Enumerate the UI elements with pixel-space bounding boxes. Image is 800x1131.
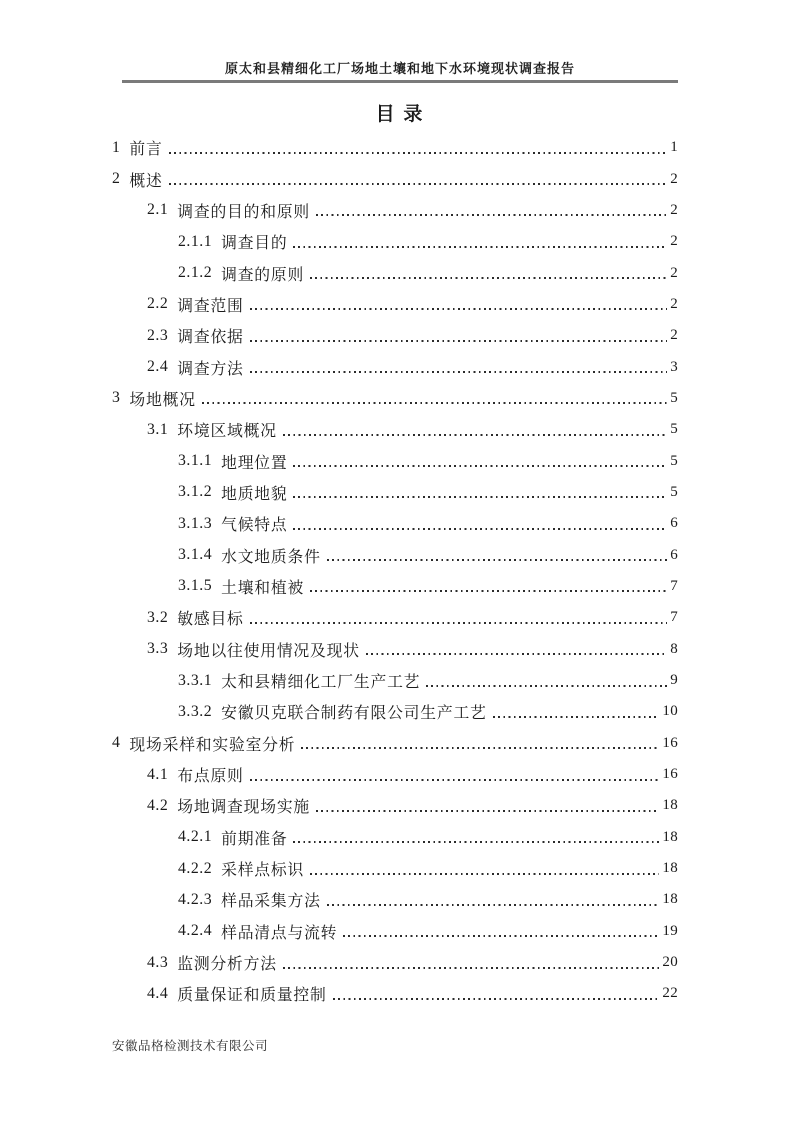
toc-entry[interactable] bbox=[112, 289, 678, 320]
toc-leader-dots bbox=[301, 747, 659, 749]
page-title: 目 录 bbox=[375, 104, 425, 125]
toc-entry-title: 概述 bbox=[129, 172, 163, 190]
toc-leader-dots bbox=[310, 873, 659, 875]
toc-entry-page: 7 bbox=[670, 577, 678, 594]
toc-entry[interactable] bbox=[112, 320, 678, 351]
toc-entry[interactable] bbox=[112, 414, 678, 445]
toc-entry-title: 水文地质条件 bbox=[221, 548, 321, 566]
toc-entry-number: 4.2.1 bbox=[178, 828, 213, 846]
toc-entry-page: 2 bbox=[670, 233, 678, 250]
toc-entry[interactable] bbox=[112, 853, 678, 884]
toc-leader-dots bbox=[310, 590, 667, 592]
toc-entry-page: 3 bbox=[670, 358, 678, 375]
toc-entry-title: 布点原则 bbox=[177, 768, 244, 786]
toc-leader-dots bbox=[426, 685, 667, 687]
toc-leader-dots bbox=[293, 528, 667, 530]
toc-entry-page: 5 bbox=[670, 421, 678, 438]
toc-leader-dots bbox=[250, 340, 668, 342]
toc-leader-dots bbox=[169, 183, 668, 185]
toc-leader-dots bbox=[250, 622, 668, 624]
toc-entry-title: 气候特点 bbox=[221, 517, 288, 535]
toc-entry-title: 监测分析方法 bbox=[177, 956, 277, 974]
toc-entry[interactable] bbox=[112, 477, 678, 508]
toc-entry[interactable] bbox=[112, 947, 678, 978]
toc-leader-dots bbox=[283, 434, 667, 436]
toc-entry-number: 2.1.1 bbox=[178, 232, 213, 250]
toc-entry-number: 4.2.3 bbox=[178, 890, 213, 908]
toc-entry-number: 4.2.2 bbox=[178, 859, 213, 877]
toc-entry-page: 18 bbox=[662, 828, 678, 845]
toc-leader-dots bbox=[169, 152, 668, 154]
toc-entry-page: 18 bbox=[662, 797, 678, 814]
toc-entry-number: 3.1.4 bbox=[178, 546, 213, 564]
toc-entry[interactable] bbox=[112, 226, 678, 257]
toc-entry-page: 6 bbox=[670, 515, 678, 532]
toc-entry-title: 地理位置 bbox=[221, 454, 288, 472]
toc-entry[interactable] bbox=[112, 571, 678, 602]
toc-entry-page: 1 bbox=[670, 139, 678, 156]
toc-entry[interactable] bbox=[112, 257, 678, 288]
page-footer: 安徽品格检测技术有限公司 bbox=[112, 1039, 269, 1053]
toc-list bbox=[112, 132, 678, 1010]
toc-entry-title: 环境区域概况 bbox=[177, 423, 277, 441]
toc-entry[interactable] bbox=[112, 132, 678, 163]
toc-entry-page: 2 bbox=[670, 170, 678, 187]
toc-entry[interactable] bbox=[112, 665, 678, 696]
toc-entry-page: 2 bbox=[670, 327, 678, 344]
toc-entry-number: 3.3.1 bbox=[178, 671, 213, 689]
toc-entry-number: 4.2.4 bbox=[178, 922, 213, 940]
toc-entry-number: 2.4 bbox=[147, 358, 169, 376]
toc-entry[interactable] bbox=[112, 602, 678, 633]
toc-entry-number: 4.3 bbox=[147, 953, 169, 971]
toc-leader-dots bbox=[283, 967, 660, 969]
toc-entry-number: 2 bbox=[112, 170, 121, 188]
toc-leader-dots bbox=[327, 904, 660, 906]
toc-entry-title: 现场采样和实验室分析 bbox=[129, 736, 296, 754]
toc-entry-title: 调查目的 bbox=[221, 235, 288, 253]
toc-entry[interactable] bbox=[112, 759, 678, 790]
toc-entry-number: 4.2 bbox=[147, 796, 169, 814]
toc-entry-page: 2 bbox=[670, 295, 678, 312]
toc-entry-title: 调查的原则 bbox=[221, 266, 305, 284]
toc-entry-page: 16 bbox=[662, 766, 678, 783]
toc-entry-title: 调查的目的和原则 bbox=[177, 203, 311, 221]
toc-entry-title: 土壤和植被 bbox=[221, 579, 305, 597]
toc-leader-dots bbox=[202, 402, 667, 404]
toc-entry-number: 1 bbox=[112, 138, 121, 156]
toc-entry[interactable] bbox=[112, 195, 678, 226]
toc-entry-number: 3.1.5 bbox=[178, 577, 213, 595]
toc-entry-title: 调查范围 bbox=[177, 297, 244, 315]
toc-leader-dots bbox=[250, 371, 668, 373]
toc-leader-dots bbox=[293, 841, 659, 843]
toc-entry[interactable] bbox=[112, 822, 678, 853]
page-header-title: 原太和县精细化工厂场地土壤和地下水环境现状调查报告 bbox=[224, 61, 575, 76]
toc-entry-number: 2.3 bbox=[147, 326, 169, 344]
toc-leader-dots bbox=[293, 465, 667, 467]
toc-entry-page: 2 bbox=[670, 264, 678, 281]
toc-entry-page: 5 bbox=[670, 452, 678, 469]
toc-entry-page: 5 bbox=[670, 483, 678, 500]
toc-leader-dots bbox=[293, 246, 667, 248]
toc-entry[interactable] bbox=[112, 978, 678, 1009]
toc-entry-title: 调查方法 bbox=[177, 360, 244, 378]
toc-entry-title: 场地调查现场实施 bbox=[177, 799, 311, 817]
toc-leader-dots bbox=[333, 998, 660, 1000]
toc-entry-title: 样品采集方法 bbox=[221, 893, 321, 911]
toc-entry-title: 调查依据 bbox=[177, 329, 244, 347]
toc-entry[interactable] bbox=[112, 539, 678, 570]
toc-entry[interactable] bbox=[112, 351, 678, 382]
toc-entry-page: 8 bbox=[670, 640, 678, 657]
toc-entry-number: 3.2 bbox=[147, 608, 169, 626]
toc-entry-page: 5 bbox=[670, 389, 678, 406]
toc-leader-dots bbox=[250, 779, 660, 781]
toc-entry-number: 3.1 bbox=[147, 420, 169, 438]
toc-entry-page: 2 bbox=[670, 201, 678, 218]
toc-entry[interactable] bbox=[112, 696, 678, 727]
toc-entry-number: 3 bbox=[112, 389, 121, 407]
toc-leader-dots bbox=[316, 810, 659, 812]
toc-entry-page: 16 bbox=[662, 734, 678, 751]
toc-leader-dots bbox=[327, 559, 668, 561]
toc-entry-page: 19 bbox=[662, 922, 678, 939]
toc-entry-title: 场地概况 bbox=[129, 391, 196, 409]
toc-entry-title: 地质地貌 bbox=[221, 485, 288, 503]
toc-entry[interactable] bbox=[112, 634, 678, 665]
toc-entry-number: 3.3 bbox=[147, 640, 169, 658]
toc-entry-title: 安徽贝克联合制药有限公司生产工艺 bbox=[221, 705, 487, 723]
toc-entry-title: 敏感目标 bbox=[177, 611, 244, 629]
toc-entry[interactable] bbox=[112, 383, 678, 414]
toc-entry-title: 太和县精细化工厂生产工艺 bbox=[221, 674, 421, 692]
toc-entry-page: 18 bbox=[662, 891, 678, 908]
toc-entry-number: 2.1.2 bbox=[178, 264, 213, 282]
toc-entry-title: 样品清点与流转 bbox=[221, 924, 338, 942]
toc-entry-page: 10 bbox=[662, 703, 678, 720]
toc-entry-number: 3.1.2 bbox=[178, 483, 213, 501]
toc-entry[interactable] bbox=[112, 163, 678, 194]
toc-entry[interactable] bbox=[112, 508, 678, 539]
toc-entry-number: 3.3.2 bbox=[178, 702, 213, 720]
toc-entry-page: 22 bbox=[662, 985, 678, 1002]
toc-entry-number: 4 bbox=[112, 734, 121, 752]
toc-entry-page: 7 bbox=[670, 609, 678, 626]
toc-leader-dots bbox=[293, 496, 667, 498]
toc-entry[interactable] bbox=[112, 728, 678, 759]
toc-entry-page: 9 bbox=[670, 672, 678, 689]
toc-entry-page: 20 bbox=[662, 954, 678, 971]
toc-entry-title: 场地以往使用情况及现状 bbox=[177, 642, 360, 660]
toc-entry-title: 质量保证和质量控制 bbox=[177, 987, 327, 1005]
toc-entry-title: 前期准备 bbox=[221, 830, 288, 848]
toc-entry[interactable] bbox=[112, 445, 678, 476]
toc-leader-dots bbox=[250, 308, 668, 310]
toc-entry-page: 6 bbox=[670, 546, 678, 563]
toc-entry-number: 3.1.3 bbox=[178, 514, 213, 532]
toc-entry-page: 18 bbox=[662, 860, 678, 877]
toc-leader-dots bbox=[493, 716, 660, 718]
header-rule bbox=[122, 80, 678, 83]
toc-entry-number: 4.4 bbox=[147, 984, 169, 1002]
toc-entry-number: 2.2 bbox=[147, 295, 169, 313]
toc-leader-dots bbox=[316, 214, 667, 216]
toc-entry[interactable] bbox=[112, 790, 678, 821]
toc-leader-dots bbox=[310, 277, 667, 279]
toc-leader-dots bbox=[343, 935, 659, 937]
toc-entry[interactable] bbox=[112, 916, 678, 947]
toc-entry[interactable] bbox=[112, 884, 678, 915]
toc-entry-number: 2.1 bbox=[147, 201, 169, 219]
toc-entry-title: 采样点标识 bbox=[221, 862, 305, 880]
toc-entry-number: 3.1.1 bbox=[178, 452, 213, 470]
toc-entry-title: 前言 bbox=[129, 141, 163, 159]
toc-leader-dots bbox=[366, 653, 667, 655]
toc-entry-number: 4.1 bbox=[147, 765, 169, 783]
